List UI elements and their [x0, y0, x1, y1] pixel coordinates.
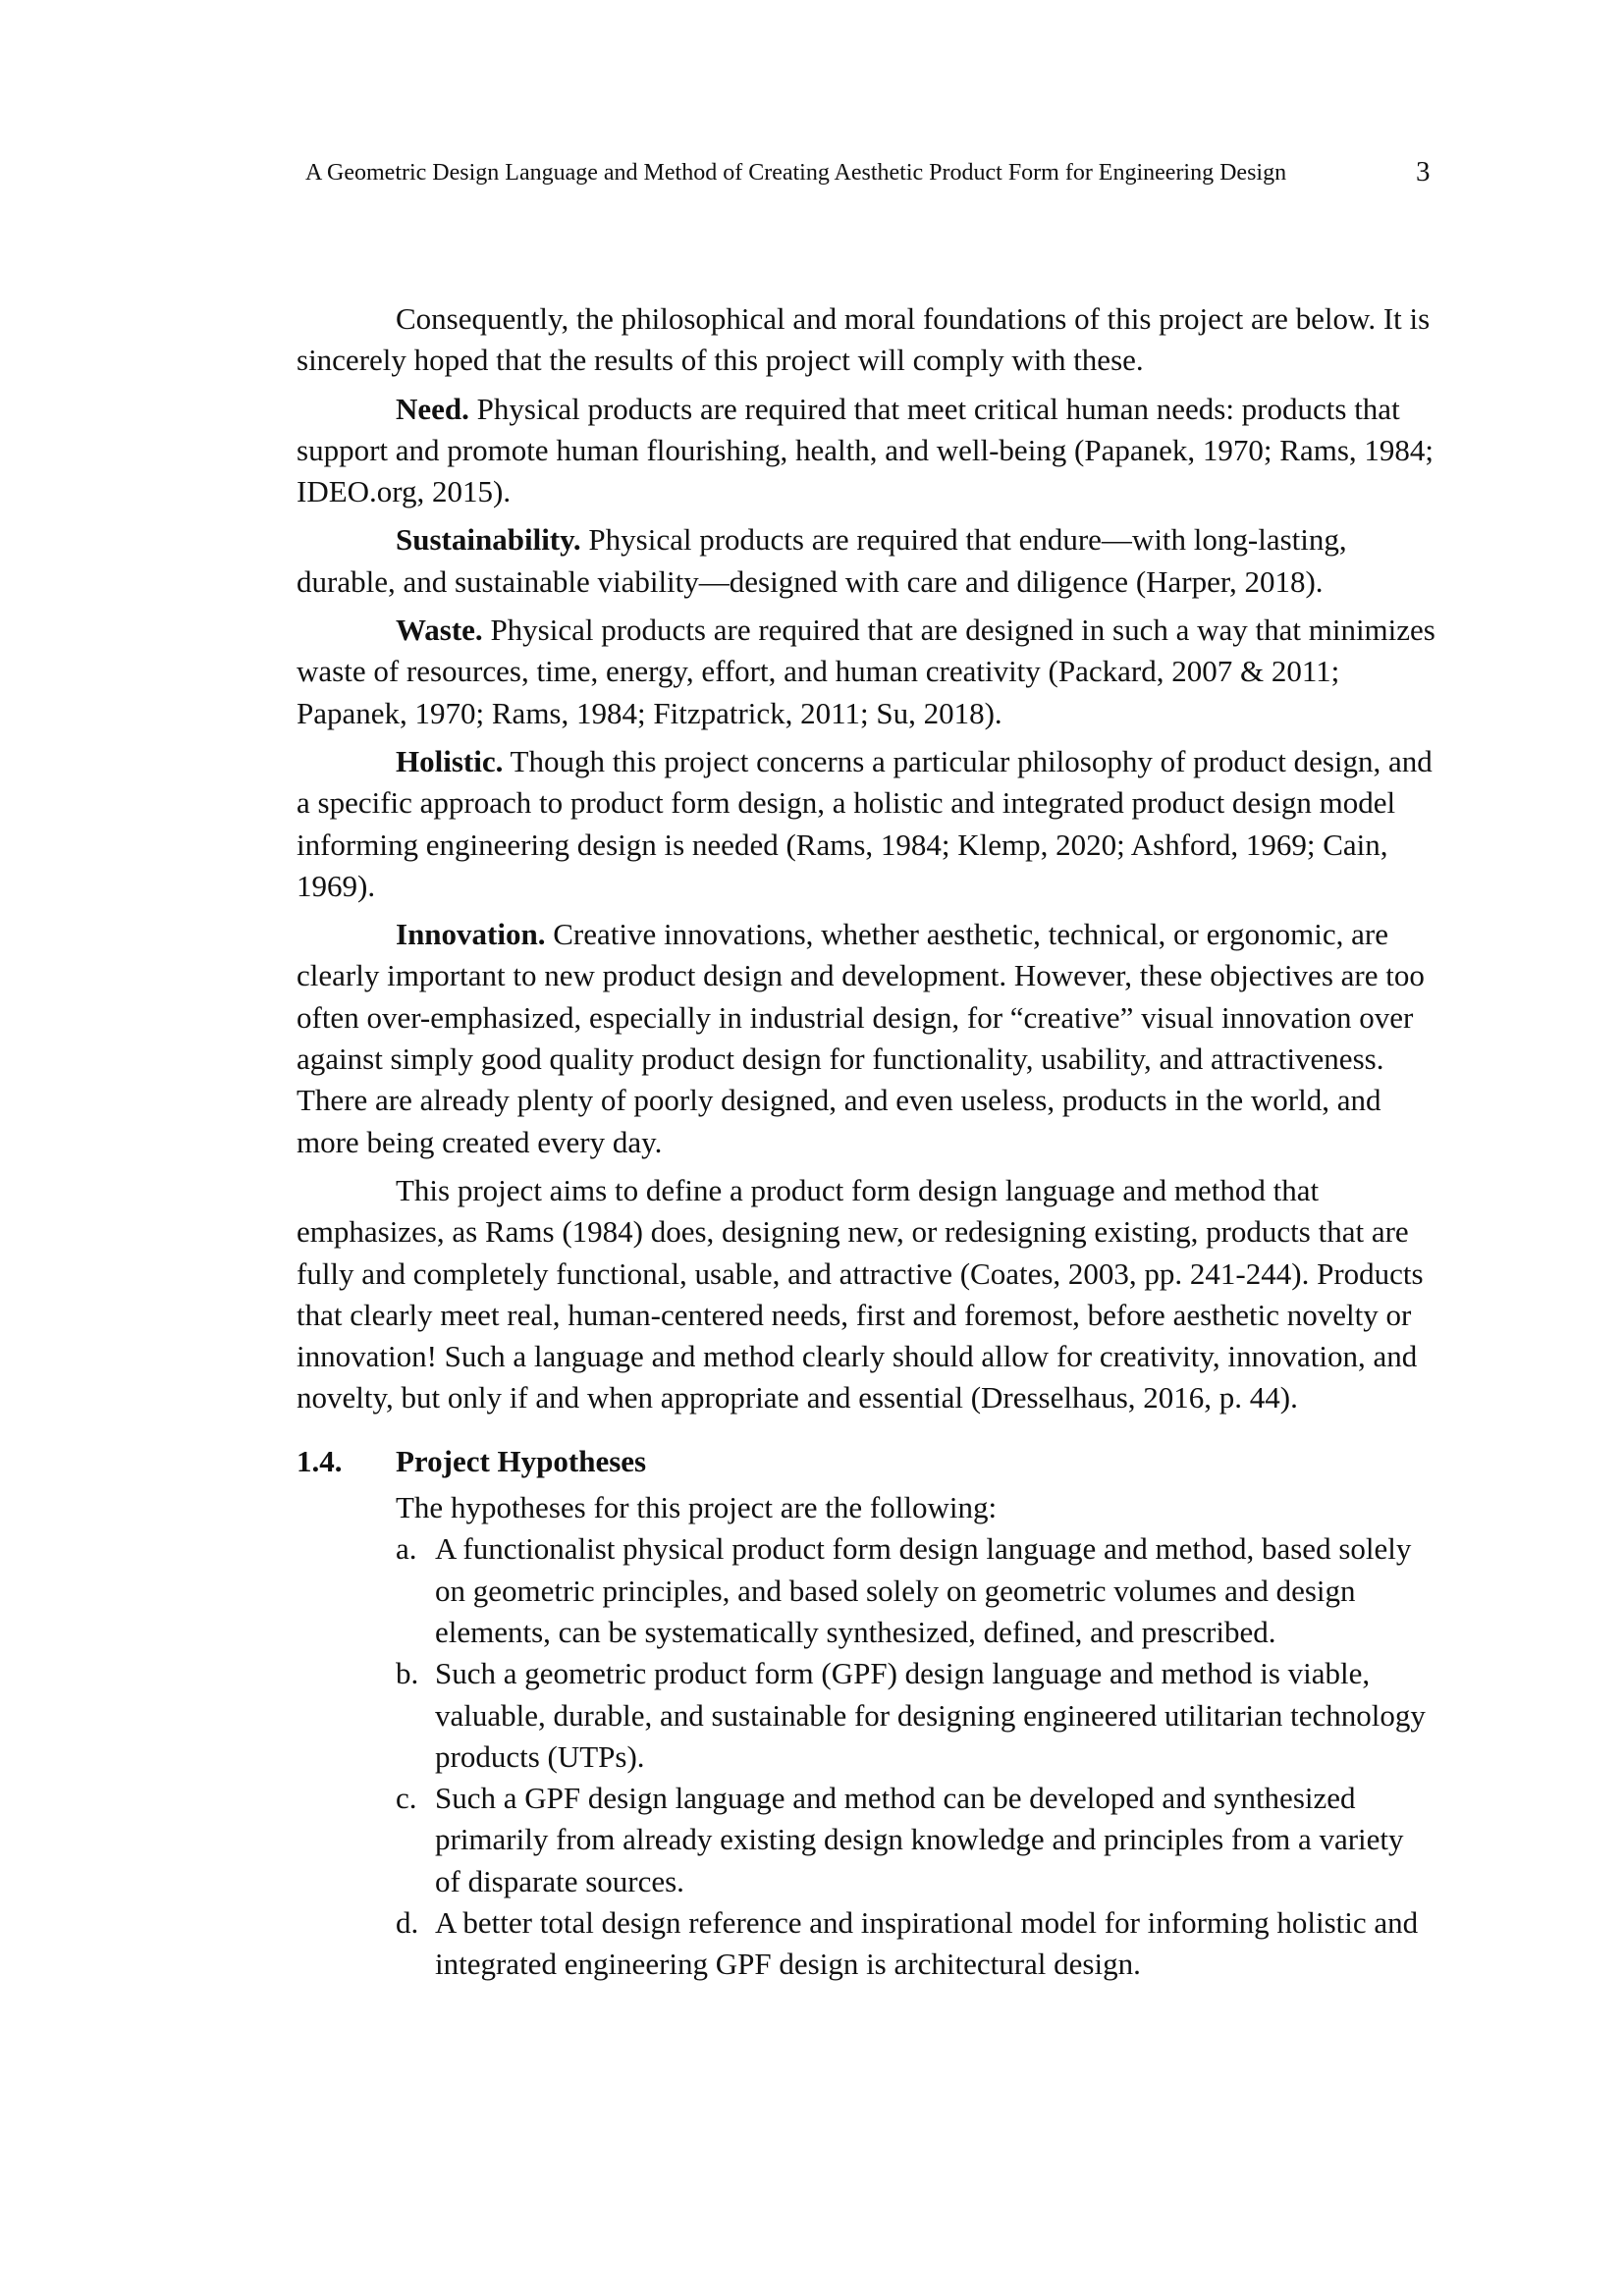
paragraph-text: Consequently, the philosophical and moral foundations of this project are below. It is sincerely hoped that the results of this project will comply with these. — [297, 301, 1431, 378]
list-marker: a. — [396, 1531, 417, 1567]
section-number: 1.4. — [297, 1443, 343, 1478]
section-heading — [297, 1441, 1435, 1482]
list-item — [396, 1653, 1435, 1778]
hypotheses-intro: The hypotheses for this project are the following: — [396, 1490, 998, 1525]
paragraph-lead-holistic: Holistic. — [396, 743, 504, 778]
paragraph-holistic — [297, 741, 1435, 907]
paragraph-lead-waste: Waste. — [396, 613, 483, 648]
paragraph-project-aims — [297, 1170, 1435, 1419]
paragraph-text: Physical products are required that meet critical human needs: products that support and promote human flourishing, health, and well-being (Papanek, 1970; Rams, 1984; IDEO.org, 2015). — [297, 391, 1434, 509]
paragraph-text: Creative innovations, whether aesthetic, technical, or ergonomic, are clearly important to new product design and development. However, these objectives are too often over-emphasized, especially in industrial design, for “creative” visual innovation over against simply good quality product design for functionality, usability, and attractiveness. There are already plenty of poorly designed, and even useless, products in the world, and more being created every day. — [297, 917, 1425, 1159]
section-title: Project Hypotheses — [396, 1443, 647, 1478]
paragraph-foundations-intro — [297, 298, 1435, 382]
paragraph-text: Physical products are required that endure—with long-lasting, durable, and sustainable viability—designed with care and diligence (Harper, 2018). — [297, 522, 1347, 599]
paragraph-lead-need: Need. — [396, 391, 469, 426]
hypotheses-list — [396, 1528, 1435, 1985]
page-number: 3 — [1416, 156, 1431, 187]
paragraph-sustainability — [297, 519, 1435, 603]
list-marker: b. — [396, 1656, 419, 1691]
list-item-text: Such a geometric product form (GPF) design language and method is viable, valuable, durable, and sustainable for designing engineered utilitarian technology products (UTPs). — [435, 1656, 1426, 1774]
paragraph-lead-sustainability: Sustainability. — [396, 522, 581, 558]
paragraph-text: Though this project concerns a particular philosophy of product design, and a specific approach to product form design, a holistic and integrated product design model informing engineering design is needed (Rams, 1984; Klemp, 2020; Ashford, 1969; Cain, 1969). — [297, 743, 1433, 903]
paragraph-innovation — [297, 914, 1435, 1163]
running-header-title: A Geometric Design Language and Method of Creating Aesthetic Product Form for Engineering Design — [305, 160, 1287, 186]
body-text — [297, 298, 1435, 1986]
list-marker: d. — [396, 1904, 419, 1940]
paragraph-text: Physical products are required that are designed in such a way that minimizes waste of resources, time, energy, effort, and human creativity (Packard, 2007 & 2011; Papanek, 1970; Rams, 1984; Fitzpatrick, 2011; Su, 2018). — [297, 613, 1435, 730]
list-item — [396, 1778, 1435, 1902]
list-item — [396, 1528, 1435, 1653]
paragraph-need — [297, 389, 1435, 513]
list-marker: c. — [396, 1781, 417, 1816]
paragraph-waste — [297, 610, 1435, 734]
paragraph-lead-innovation: Innovation. — [396, 917, 546, 952]
list-item-text: A better total design reference and inspirational model for informing holistic and integrated engineering GPF design is architectural design. — [435, 1904, 1419, 1982]
list-item — [396, 1902, 1435, 1986]
paragraph-text: This project aims to define a product form design language and method that emphasizes, as Rams (1984) does, designing new, or redesigning existing, products that are fully and completely functional, usable, and attractive (Coates, 2003, pp. 241-244). Products that clearly meet real, human-centered needs, first and foremost, before aesthetic novelty or innovation! Such a language and method clearly should allow for creativity, innovation, and novelty, but only if and when appropriate and essential (Dresselhaus, 2016, p. 44). — [297, 1172, 1424, 1415]
list-item-text: Such a GPF design language and method can be developed and synthesized primarily from already existing design knowledge and principles from a variety of disparate sources. — [435, 1781, 1404, 1898]
list-item-text: A functionalist physical product form design language and method, based solely on geometric principles, and based solely on geometric volumes and design elements, can be systematically synthesized, defined, and prescribed. — [435, 1531, 1412, 1649]
